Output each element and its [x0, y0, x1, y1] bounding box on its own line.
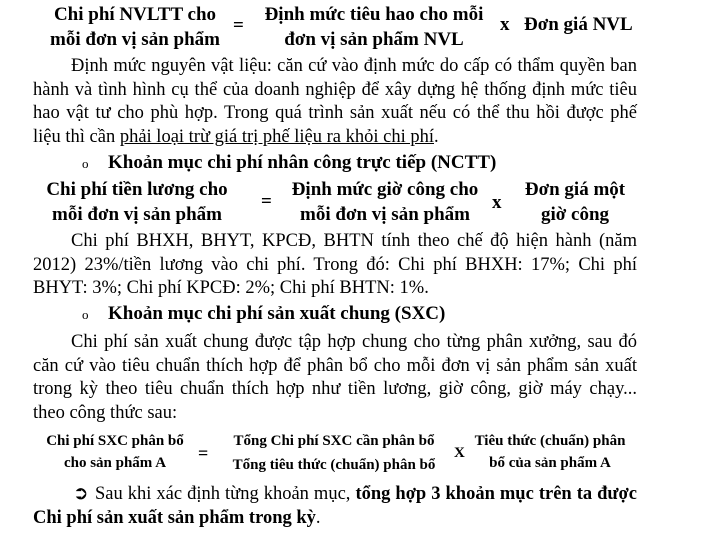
formula-nvl-lhs-line1: Chi phí NVLTT cho	[53, 4, 217, 25]
heading-ncct-text: Khoản mục chi phí nhân công trực tiếp (NCTT)	[108, 152, 497, 173]
formula-ncct-rhs1	[285, 177, 485, 227]
paragraph-ncct-line: Chi phí BHXH, BHYT, KPCĐ, BHTN tính theo chế độ hiện hành (năm	[71, 231, 637, 251]
paragraph-nvl-last-prefix: liệu thì cần	[33, 126, 120, 147]
formula-sxc-denominator: Tổng tiêu thức (chuẩn) phân bổ	[232, 457, 436, 473]
paragraph-nvl-underlined: phải loại trừ giá trị phế liệu ra khỏi chi phí	[119, 126, 434, 147]
formula-nvl-rhs1-line1: Định mức tiêu hao cho mỗi	[264, 4, 484, 25]
formula-ncct-rhs2	[515, 177, 635, 227]
conclusion	[33, 483, 637, 530]
paragraph-nvl-line: hành và tình hình cụ thể của doanh nghiệp để xây dựng hệ thống định mức tiêu	[33, 79, 637, 100]
paragraph-nvl-last-suffix: .	[434, 126, 439, 147]
paragraph-sxc-line: Chi phí sản xuất chung được tập hợp chung cho từng phân xưởng, sau đó	[71, 332, 637, 352]
formula-nvl-rhs1-line2: đơn vị sản phẩm NVL	[284, 29, 464, 50]
paragraph-nvl-line: hao vật tư cho phù hợp. Trong quá trình sản xuất nếu có thể thu hồi được phế	[33, 103, 637, 123]
formula-sxc-lhs	[30, 430, 200, 474]
paragraph-sxc-line: căn cứ vào tiêu chuẩn thích hợp để phân bổ cho mỗi đơn vị sản phẩm sản xuất	[33, 355, 637, 376]
paragraph-nvl-line: Định mức nguyên vật liệu: căn cứ vào định mức do cấp có thẩm quyền ban	[71, 56, 637, 76]
formula-nvl-equals: =	[233, 15, 244, 36]
formula-ncct-rhs2-line2: giờ công	[540, 204, 610, 225]
formula-nvl-rhs2: Đơn giá NVL	[524, 14, 633, 35]
conclusion-end: .	[315, 507, 321, 528]
heading-sxc-text: Khoản mục chi phí sản xuất chung (SXC)	[108, 303, 446, 324]
formula-nvl-lhs-line2: mỗi đơn vị sản phẩm	[50, 29, 220, 50]
formula-ncct-lhs	[42, 177, 232, 227]
paragraph-ncct	[33, 230, 637, 301]
formula-ncct-rhs2-line1: Đơn giá một	[524, 179, 626, 200]
formula-ncct-equals: =	[261, 191, 272, 212]
bullet-icon: o	[82, 156, 89, 171]
conclusion-normal: Sau khi xác định từng khoản mục,	[95, 484, 356, 504]
formula-sxc-rhs2-line2: bổ của sản phẩm A	[489, 455, 611, 471]
paragraph-nvl	[33, 55, 637, 149]
formula-nvl-rhs1	[258, 2, 490, 52]
formula-sxc-numerator: Tổng Chi phí SXC cần phân bổ	[233, 433, 435, 449]
formula-sxc-lhs-line2: cho sản phẩm A	[63, 455, 167, 471]
paragraph-ncct-line: BHYT: 3%; Chi phí KPCĐ: 2%; Chi phí BHTN: 1%.	[33, 278, 429, 298]
heading-ncct	[82, 150, 496, 176]
paragraph-nvl-last-line	[33, 126, 637, 150]
formula-ncct-lhs-line1: Chi phí tiền lương cho	[46, 179, 228, 200]
formula-ncct-rhs1-line1: Định mức giờ công cho	[291, 179, 479, 200]
paragraph-sxc	[33, 331, 637, 425]
formula-ncct-rhs1-line2: mỗi đơn vị sản phẩm	[300, 204, 470, 225]
formula-sxc-rhs2	[466, 430, 634, 474]
formula-sxc-lhs-line1: Chi phí SXC phân bổ	[46, 433, 184, 449]
formula-sxc-times: X	[454, 445, 465, 461]
arrow-icon: ➲	[73, 484, 89, 504]
formula-ncct-lhs-line2: mỗi đơn vị sản phẩm	[52, 204, 222, 225]
formula-sxc-rhs2-line1: Tiêu thức (chuẩn) phân	[474, 433, 626, 449]
heading-sxc	[82, 301, 445, 327]
formula-ncct-times: x	[492, 192, 502, 213]
bullet-icon: o	[82, 307, 89, 322]
paragraph-sxc-line: trong kỳ theo tiêu chuẩn thích hợp như tiền lương, giờ công, giờ máy chạy...	[33, 379, 637, 399]
conclusion-line1	[33, 483, 637, 507]
formula-sxc-equals: =	[198, 443, 209, 463]
formula-nvl-lhs	[40, 2, 230, 52]
paragraph-sxc-line: theo công thức sau:	[33, 402, 178, 423]
conclusion-line2	[33, 507, 637, 531]
conclusion-bold-line1: tổng hợp 3 khoản mục trên ta được	[355, 484, 637, 504]
conclusion-bold-line2: Chi phí sản xuất sản phẩm trong kỳ	[33, 507, 316, 528]
formula-nvl-times: x	[500, 14, 510, 35]
paragraph-ncct-line: 2012) 23%/tiền lương vào chi phí. Trong đó: Chi phí BHXH: 17%; Chi phí	[33, 254, 637, 275]
